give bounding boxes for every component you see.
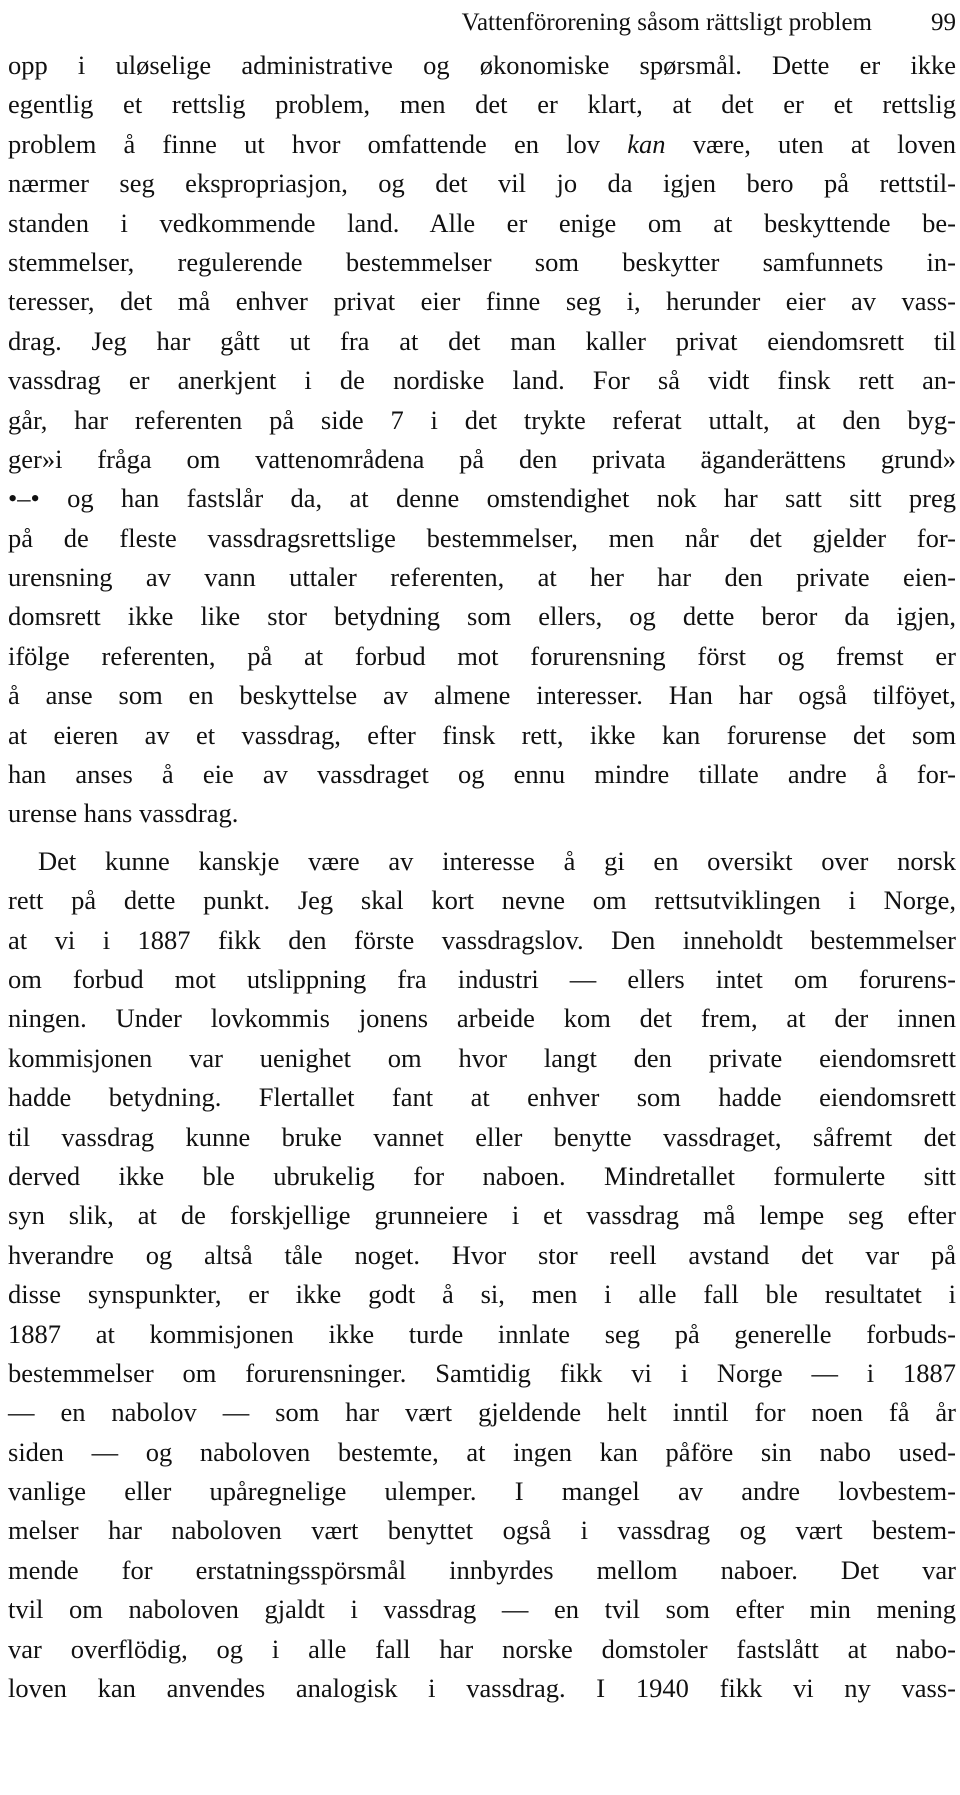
emphasized-word: kan bbox=[627, 128, 666, 159]
text-line: tvil om naboloven gjaldt i vassdrag — en tvil som efter min mening bbox=[8, 1594, 956, 1625]
text-line: 1887 at kommisjonen ikke turde innlate seg på generelle forbuds- bbox=[8, 1318, 956, 1349]
book-page bbox=[8, 0, 956, 1708]
text-line: stemmelser, regulerende bestemmelser som beskytter samfunnets in- bbox=[8, 246, 956, 277]
text-line: vassdrag er anerkjent i de nordiske land. For så vidt finsk rett an- bbox=[8, 365, 956, 396]
text-line: ningen. Under lovkommis jonens arbeide kom det frem, at der innen bbox=[8, 1003, 956, 1034]
text-line: melser har naboloven vært benyttet også i vassdrag og vært bestem- bbox=[8, 1515, 956, 1546]
text-line: om forbud mot utslippning fra industri — ellers intet om forurens- bbox=[8, 963, 956, 994]
text-line: loven kan anvendes analogisk i vassdrag. I 1940 fikk vi ny vass- bbox=[8, 1673, 956, 1704]
text-line: kommisjonen var uenighet om hvor langt den private eiendomsrett bbox=[8, 1042, 956, 1073]
text-line: at vi i 1887 fikk den förste vassdragslov. Den inneholdt bestemmelser bbox=[8, 924, 956, 955]
text-line: syn slik, at de forskjellige grunneiere i et vassdrag må lempe seg efter bbox=[8, 1200, 956, 1231]
text-line: han anses å eie av vassdraget og ennu mindre tillate andre å for- bbox=[8, 759, 956, 790]
text-line: hverandre og altså tåle noget. Hvor stor reell avstand det var på bbox=[8, 1239, 956, 1270]
text-line: Det kunne kanskje være av interesse å gi en oversikt over norsk bbox=[38, 845, 956, 876]
line-segment: problem å finne ut hvor omfattende en lov bbox=[8, 128, 601, 159]
text-line: drag. Jeg har gått ut fra at det man kaller privat eiendomsrett til bbox=[8, 325, 956, 356]
text-line: disse synspunkter, er ikke godt å si, men i alle fall ble resultatet i bbox=[8, 1279, 956, 1310]
text-line: domsrett ikke like stor betydning som ellers, og dette beror da igjen, bbox=[8, 601, 956, 632]
text-line: derved ikke ble ubrukelig for naboen. Mindretallet formulerte sitt bbox=[8, 1160, 956, 1191]
text-line: til vassdrag kunne bruke vannet eller benytte vassdraget, såfremt det bbox=[8, 1121, 956, 1152]
text-line: at eieren av et vassdrag, efter finsk rett, ikke kan forurense det som bbox=[8, 719, 956, 750]
text-line: å anse som en beskyttelse av almene interesser. Han har også tilföyet, bbox=[8, 680, 956, 711]
text-line: går, har referenten på side 7 i det trykte referat uttalt, at den byg- bbox=[8, 404, 956, 435]
text-line: mende for erstatningsspörsmål innbyrdes mellom naboer. Det var bbox=[8, 1554, 956, 1585]
text-line: siden — og naboloven bestemte, at ingen kan påföre sin nabo used- bbox=[8, 1436, 956, 1467]
line-segment: være, uten at loven bbox=[692, 128, 957, 159]
text-line: hadde betydning. Flertallet fant at enhver som hadde eiendomsrett bbox=[8, 1082, 956, 1113]
text-line: nærmer seg ekspropriasjon, og det vil jo da igjen bero på rettstil- bbox=[8, 168, 956, 199]
text-line: •–• og han fastslår da, at denne omstendighet nok har satt sitt preg bbox=[8, 483, 956, 514]
running-title: Vattenförorening såsom rättsligt problem bbox=[461, 9, 872, 36]
text-line: bestemmelser om forurensninger. Samtidig fikk vi i Norge — i 1887 bbox=[8, 1357, 956, 1388]
text-line: ger»i fråga om vattenområdena på den privata äganderättens grund» bbox=[8, 443, 956, 474]
text-line: rett på dette punkt. Jeg skal kort nevne om rettsutviklingen i Norge, bbox=[8, 885, 956, 916]
text-line: var overflödig, og i alle fall har norske domstoler fastslått at nabo- bbox=[8, 1633, 956, 1664]
page-number: 99 bbox=[931, 9, 956, 36]
text-line: urensning av vann uttaler referenten, at her har den private eien- bbox=[8, 562, 956, 593]
paragraph-1 bbox=[8, 46, 956, 834]
paragraph-spacer bbox=[8, 834, 956, 842]
text-line: — en nabolov — som har vært gjeldende helt inntil for noen få år bbox=[8, 1397, 956, 1428]
text-line: ifölge referenten, på at forbud mot forurensning först og fremst er bbox=[8, 640, 956, 671]
text-line: teresser, det må enhver privat eier finne seg i, herunder eier av vass- bbox=[8, 286, 956, 317]
text-line: på de fleste vassdragsrettslige bestemmelser, men når det gjelder for- bbox=[8, 522, 956, 553]
text-line: egentlig et rettslig problem, men det er klart, at det er et rettslig bbox=[8, 89, 956, 120]
text-line: vanlige eller upåregnelige ulemper. I mangel av andre lovbestem- bbox=[8, 1476, 956, 1507]
text-line-with-emphasis bbox=[8, 125, 956, 164]
text-line: standen i vedkommende land. Alle er enige om at beskyttende be- bbox=[8, 207, 956, 238]
paragraph-2 bbox=[8, 842, 956, 1709]
text-line: opp i uløselige administrative og økonomiske spørsmål. Dette er ikke bbox=[8, 50, 956, 80]
running-head bbox=[8, 0, 956, 46]
text-line: urense hans vassdrag. bbox=[8, 798, 239, 829]
